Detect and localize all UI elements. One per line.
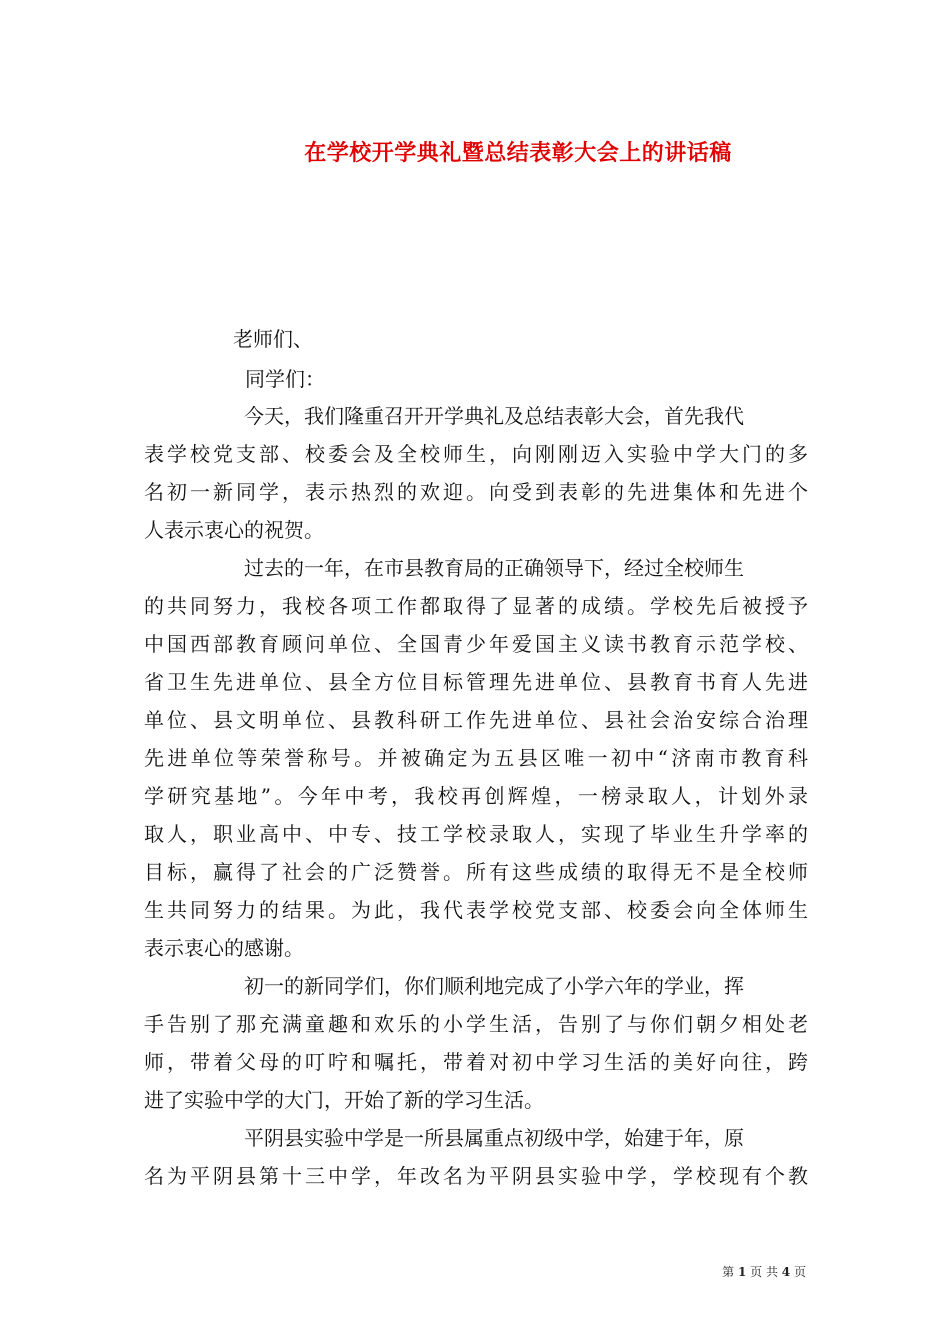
paragraph-2: [144, 549, 808, 967]
greeting-students: 同学们：: [245, 367, 325, 391]
text-line: 先进单位等荣誉称号。并被确定为五县区唯一初中“济南市教育科: [144, 746, 808, 770]
page-label-suffix: 页: [793, 1265, 806, 1279]
page-label-prefix: 第: [722, 1265, 735, 1279]
paragraph-3: [144, 967, 808, 1119]
text-line: 过去的一年，在市县教育局的正确领导下，经过全校师生: [244, 556, 744, 580]
text-line: 人表示衷心的祝贺。: [144, 518, 324, 542]
text-line: 名为平阴县第十三中学，年改名为平阴县实验中学，学校现有个教: [144, 1164, 808, 1188]
text-line: 取人，职业高中、中专、技工学校录取人，实现了毕业生升学率的: [144, 822, 808, 846]
page-current: 1: [737, 1265, 747, 1279]
text-line: 表学校党支部、校委会及全校师生，向刚刚迈入实验中学大门的多: [144, 442, 808, 466]
document-title: 在学校开学典礼暨总结表彰大会上的讲话稿: [304, 140, 732, 166]
paragraph-1: [144, 397, 808, 549]
page-total: 4: [781, 1265, 791, 1279]
text-line: 中国西部教育顾问单位、全国青少年爱国主义读书教育示范学校、: [144, 632, 808, 656]
text-line: 生共同努力的结果。为此，我代表学校党支部、校委会向全体师生: [144, 898, 808, 922]
text-line: 单位、县文明单位、县教科研工作先进单位、县社会治安综合治理: [144, 708, 808, 732]
text-line: 学研究基地”。今年中考，我校再创辉煌，一榜录取人，计划外录: [144, 784, 808, 808]
paragraph-4: [144, 1119, 808, 1195]
page-label-mid: 页 共: [750, 1265, 778, 1279]
text-line: 初一的新同学们，你们顺利地完成了小学六年的学业，挥: [244, 974, 744, 998]
text-line: 进了实验中学的大门，开始了新的学习生活。: [144, 1088, 544, 1112]
speech-body: [144, 397, 808, 1195]
text-line: 表示衷心的感谢。: [144, 936, 304, 960]
page-number: [722, 1263, 806, 1280]
text-line: 师，带着父母的叮咛和嘱托，带着对初中学习生活的美好向往，跨: [144, 1050, 808, 1074]
text-line: 今天，我们隆重召开开学典礼及总结表彰大会，首先我代: [244, 404, 744, 428]
text-line: 的共同努力，我校各项工作都取得了显著的成绩。学校先后被授予: [144, 594, 808, 618]
text-line: 手告别了那充满童趣和欢乐的小学生活，告别了与你们朝夕相处老: [144, 1012, 808, 1036]
text-line: 名初一新同学，表示热烈的欢迎。向受到表彰的先进集体和先进个: [144, 480, 808, 504]
text-line: 省卫生先进单位、县全方位目标管理先进单位、县教育书育人先进: [144, 670, 808, 694]
text-line: 平阴县实验中学是一所县属重点初级中学，始建于年，原: [244, 1126, 744, 1150]
greeting-teachers: 老师们、: [233, 327, 313, 351]
text-line: 目标，赢得了社会的广泛赞誉。所有这些成绩的取得无不是全校师: [144, 860, 808, 884]
